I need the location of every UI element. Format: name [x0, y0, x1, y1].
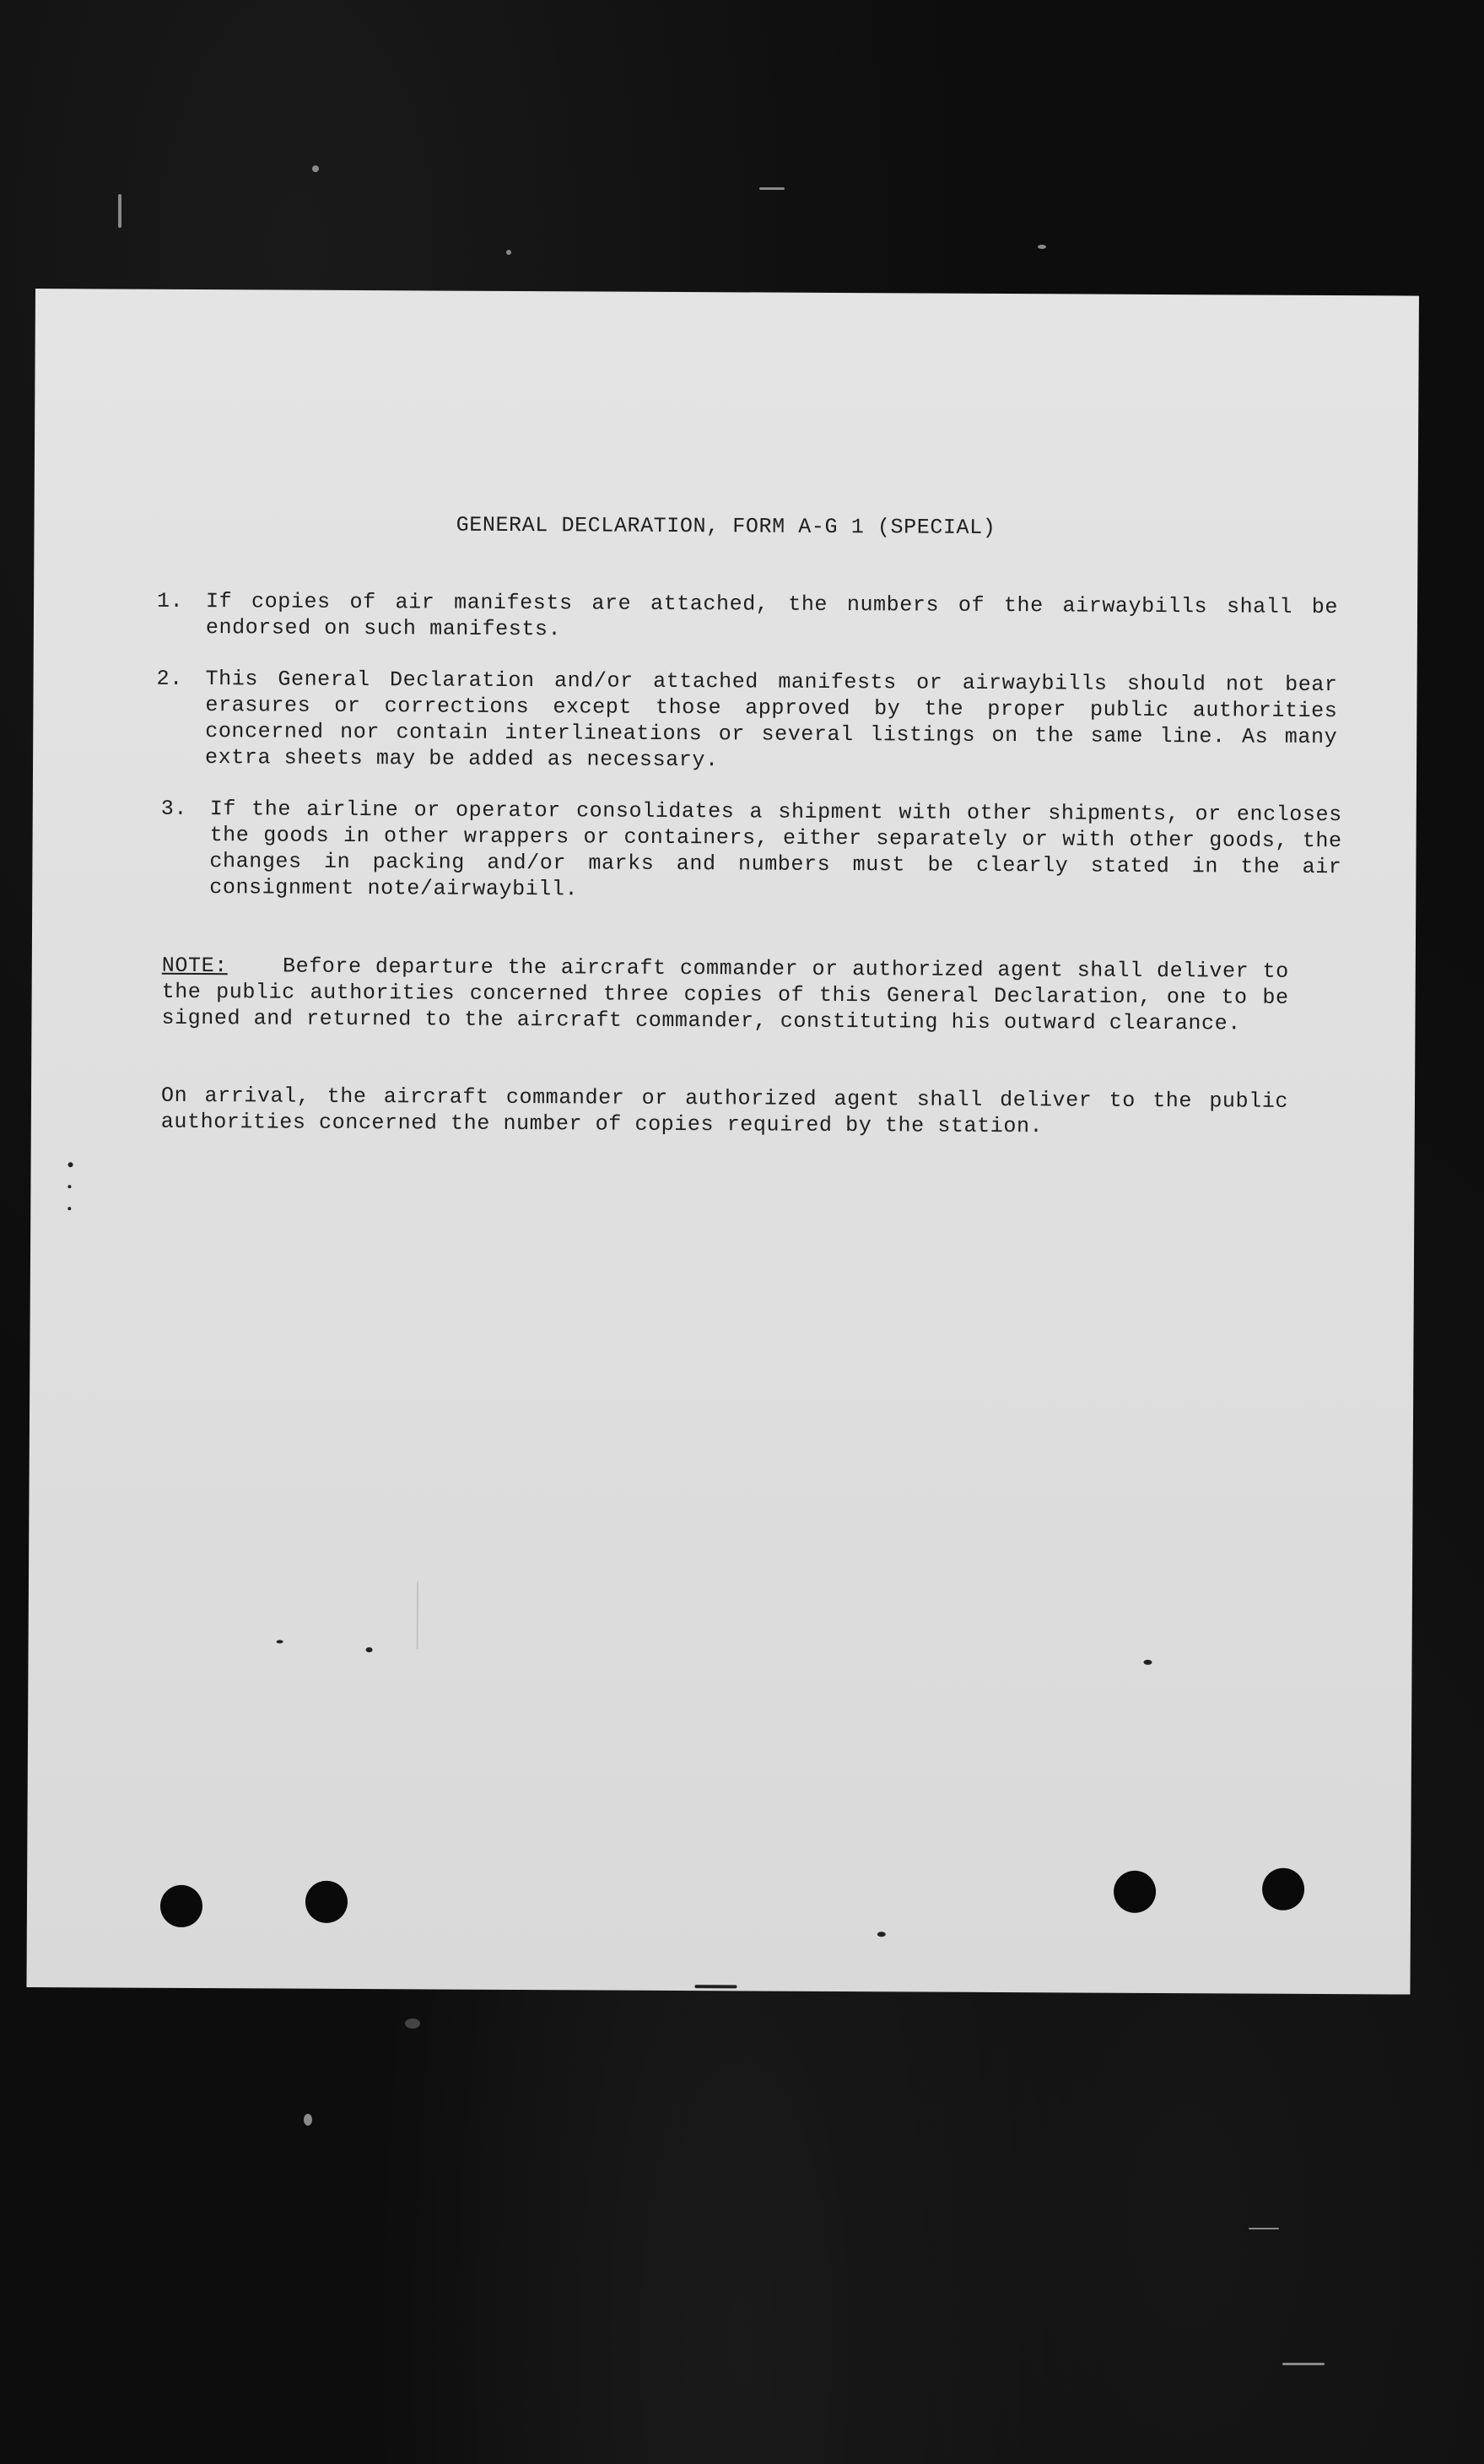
dust-mark	[1249, 2228, 1279, 2229]
stray-mark	[877, 1932, 886, 1937]
document-page	[26, 289, 1419, 1995]
stray-mark	[67, 1207, 71, 1210]
punch-hole	[305, 1881, 348, 1923]
list-item	[156, 666, 1338, 776]
list-item	[157, 588, 1338, 646]
punch-hole	[1114, 1871, 1156, 1913]
arrival-paragraph: On arrival, the aircraft commander or authorized agent shall deliver to the public authorities concerned the number of copies required by the station.	[160, 1083, 1289, 1139]
stray-mark	[1143, 1660, 1152, 1665]
item-number: 2.	[156, 666, 183, 691]
list-item	[160, 796, 1342, 906]
dust-mark	[1282, 2363, 1325, 2365]
note-paragraph	[161, 953, 1288, 1037]
dust-mark	[405, 2018, 420, 2029]
item-text: If copies of air manifests are attached, the numbers of the airwaybills shall be endorsed on such manifests.	[205, 589, 1339, 642]
stray-mark	[694, 1985, 737, 1988]
dust-mark	[304, 2114, 312, 2126]
dust-mark	[759, 187, 785, 190]
stray-mark	[277, 1640, 283, 1644]
item-number: 1.	[156, 588, 184, 613]
pencil-annotation: ​	[417, 1581, 545, 1650]
punch-hole	[160, 1885, 202, 1927]
document-title: GENERAL DECLARATION, FORM A-G 1 (SPECIAL)	[456, 512, 996, 540]
stray-mark	[67, 1185, 71, 1188]
note-label: NOTE:	[161, 953, 228, 979]
stray-mark	[68, 1162, 73, 1167]
item-text: This General Declaration and/or attached manifests or airwaybills should not bear erasures or corrections except those approved by the proper public authorities concerned nor contain interlineations or several listings on the same line. As many extra sheets may be added as necessary.	[205, 667, 1338, 773]
dust-mark	[118, 194, 121, 228]
dust-mark	[312, 165, 319, 172]
dust-mark	[506, 250, 511, 255]
note-text: Before departure the aircraft commander or authorized agent shall deliver to the public authorities concerned three copies of this General Declaration, one to be signed and returned to the aircraft commander, constituting his outward clearance.	[161, 954, 1289, 1036]
punch-hole	[1262, 1868, 1304, 1910]
item-number: 3.	[160, 796, 188, 821]
item-text: If the airline or operator consolidates a shipment with other shipments, or encloses the goods in other wrappers or containers, either separately or with other goods, the changes in packing and/or marks and numbers must be clearly stated in the air consignment note/airwaybill.	[209, 797, 1342, 902]
dust-mark	[1038, 245, 1046, 249]
pencil-annotation: ​	[823, 1042, 867, 1045]
stray-mark	[366, 1647, 373, 1652]
